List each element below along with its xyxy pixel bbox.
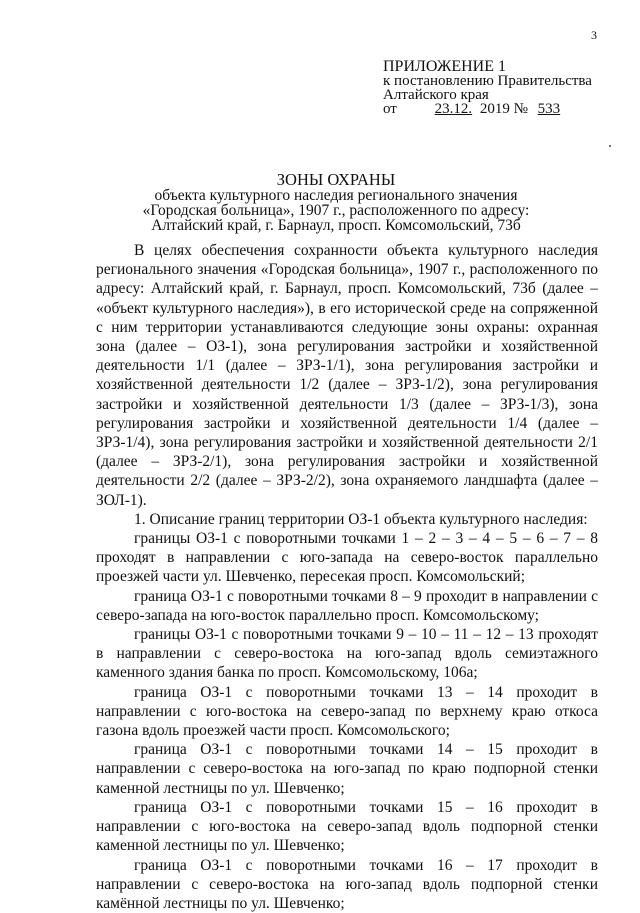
decree-number: 533 — [532, 101, 583, 117]
paragraph: граница ОЗ-1 с поворотными точками 15 – 16 проходит в направлении с юго-востока на северо-запад вдоль подпорной стенки каменной лестницы по ул. Шевченко; — [96, 798, 598, 856]
paragraph: граница ОЗ-1 с поворотными точками 13 – 14 проходит в направлении с юго-востока на северо-запад по верхнему краю откоса газона вдоль проезжей части просп. Комсомольского; — [96, 683, 598, 741]
appendix-title: ПРИЛОЖЕНИЕ 1 — [383, 60, 623, 74]
page-number: 3 — [591, 28, 597, 43]
paragraph: 1. Описание границ территории ОЗ-1 объекта культурного наследия: — [96, 510, 598, 529]
heading-line-1: объекта культурного наследия регионального значения — [96, 188, 576, 203]
heading-line-3: Алтайский край, г. Барнаул, просп. Комсомольский, 73б — [96, 218, 576, 233]
document-body — [96, 241, 598, 913]
document-heading — [96, 172, 576, 233]
paragraph: граница ОЗ-1 с поворотными точками 8 – 9 проходит в направлении с северо-запада на юго-восток параллельно просп. Комсомольскому; — [96, 587, 598, 625]
paragraph: В целях обеспечения сохранности объекта культурного наследия регионального значения «Городская больница», 1907 г., расположенного по адресу: Алтайский край, г. Барнаул, просп. Комсомольский, 73б (далее – «объект культурного наследия»), в его исторической среде на сопряженной с ним территории устанавливаются следующие зоны охраны: охранная зона (далее – ОЗ-1), зона регулирования застройки и хозяйственной деятельности 1/1 (далее – ЗРЗ-1/1), зона регулирования застройки и хозяйственной деятельности 1/2 (далее – ЗРЗ-1/2), зона регулирования застройки и хозяйственной деятельности 1/3 (далее – ЗРЗ-1/3), зона регулирования застройки и хозяйственной деятельности 1/4 (далее – ЗРЗ-1/4), зона регулирования застройки и хозяйственной деятельности 2/1 (далее – ЗРЗ-2/1), зона регулирования застройки и хозяйственной деятельности 2/2 (далее – ЗРЗ-2/2), зона охраняемого ландшафта (далее – ЗОЛ-1). — [96, 241, 598, 510]
paragraph: границы ОЗ-1 с поворотными точками 9 – 10 – 11 – 12 – 13 проходят в направлении с северо-востока на юго-запад вдоль семиэтажного каменного здания банка по просп. Комсомольскому, 106а; — [96, 625, 598, 683]
heading-line-2: «Городская больница», 1907 г., расположенного по адресу: — [96, 203, 576, 218]
appendix-line-region: Алтайского края — [383, 88, 623, 102]
stray-mark — [609, 145, 611, 147]
paragraph: границы ОЗ-1 с поворотными точками 1 – 2 – 3 – 4 – 5 – 6 – 7 – 8 проходят в направлении с юго-запада на северо-восток параллельно проезжей части ул. Шевченко, пересекая просп. Комсомольский; — [96, 529, 598, 587]
paragraph: граница ОЗ-1 с поворотными точками 14 – 15 проходит в направлении с северо-востока на юго-запад по краю подпорной стенки каменной лестницы по ул. Шевченко; — [96, 740, 598, 798]
decree-year: 2019 № — [480, 101, 528, 117]
appendix-block — [383, 60, 623, 116]
decree-date: 23.12. — [401, 101, 477, 117]
paragraph: граница ОЗ-1 с поворотными точками 16 – 17 проходит в направлении с северо-востока на юго-запад вдоль подпорной стенки камённой лестницы по ул. Шевченко; — [96, 856, 598, 913]
from-label: от — [383, 101, 397, 117]
appendix-line-decree: к постановлению Правительства — [383, 74, 623, 88]
heading-title: ЗОНЫ ОХРАНЫ — [96, 172, 576, 187]
appendix-date-line — [383, 102, 623, 116]
